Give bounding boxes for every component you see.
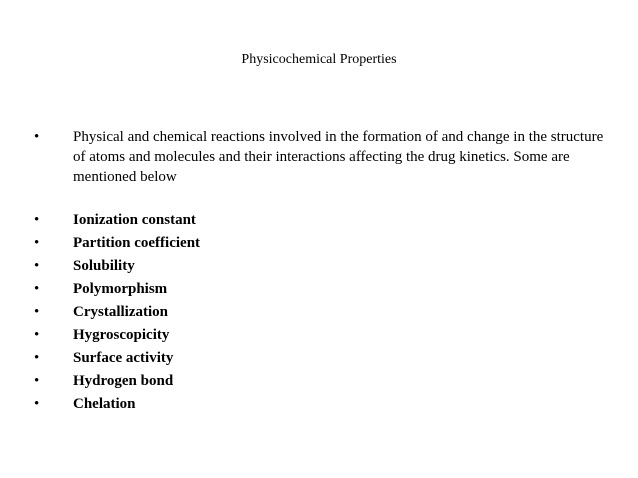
property-ionization-constant: Ionization constant xyxy=(73,212,196,228)
list-item xyxy=(34,255,434,278)
bullet-icon: • xyxy=(34,129,40,145)
list-item xyxy=(34,347,434,370)
bullet-icon: • xyxy=(34,373,40,389)
property-hygroscopicity: Hygroscopicity xyxy=(73,327,170,343)
bullet-icon: • xyxy=(34,327,40,343)
bullet-icon: • xyxy=(34,350,40,366)
property-list xyxy=(34,209,434,416)
intro-bullet xyxy=(34,127,614,187)
list-item xyxy=(34,232,434,255)
property-hydrogen-bond: Hydrogen bond xyxy=(73,373,174,389)
bullet-icon: • xyxy=(34,396,40,412)
property-surface-activity: Surface activity xyxy=(73,350,174,366)
intro-text: Physical and chemical reactions involved in the formation of and change in the structure of atoms and molecules and their interactions affecting the drug kinetics. Some are mentioned below xyxy=(73,129,604,185)
list-item xyxy=(34,324,434,347)
list-item xyxy=(34,209,434,232)
property-polymorphism: Polymorphism xyxy=(73,281,168,297)
bullet-icon: • xyxy=(34,281,40,297)
list-item xyxy=(34,393,434,416)
bullet-icon: • xyxy=(34,304,40,320)
bullet-icon: • xyxy=(34,212,40,228)
property-crystallization: Crystallization xyxy=(73,304,168,320)
slide-title: Physicochemical Properties xyxy=(241,52,397,67)
bullet-icon: • xyxy=(34,258,40,274)
property-chelation: Chelation xyxy=(73,396,136,412)
property-partition-coefficient: Partition coefficient xyxy=(73,235,201,251)
property-solubility: Solubility xyxy=(73,258,135,274)
bullet-icon: • xyxy=(34,235,40,251)
list-item xyxy=(34,301,434,324)
list-item xyxy=(34,370,434,393)
list-item xyxy=(34,278,434,301)
